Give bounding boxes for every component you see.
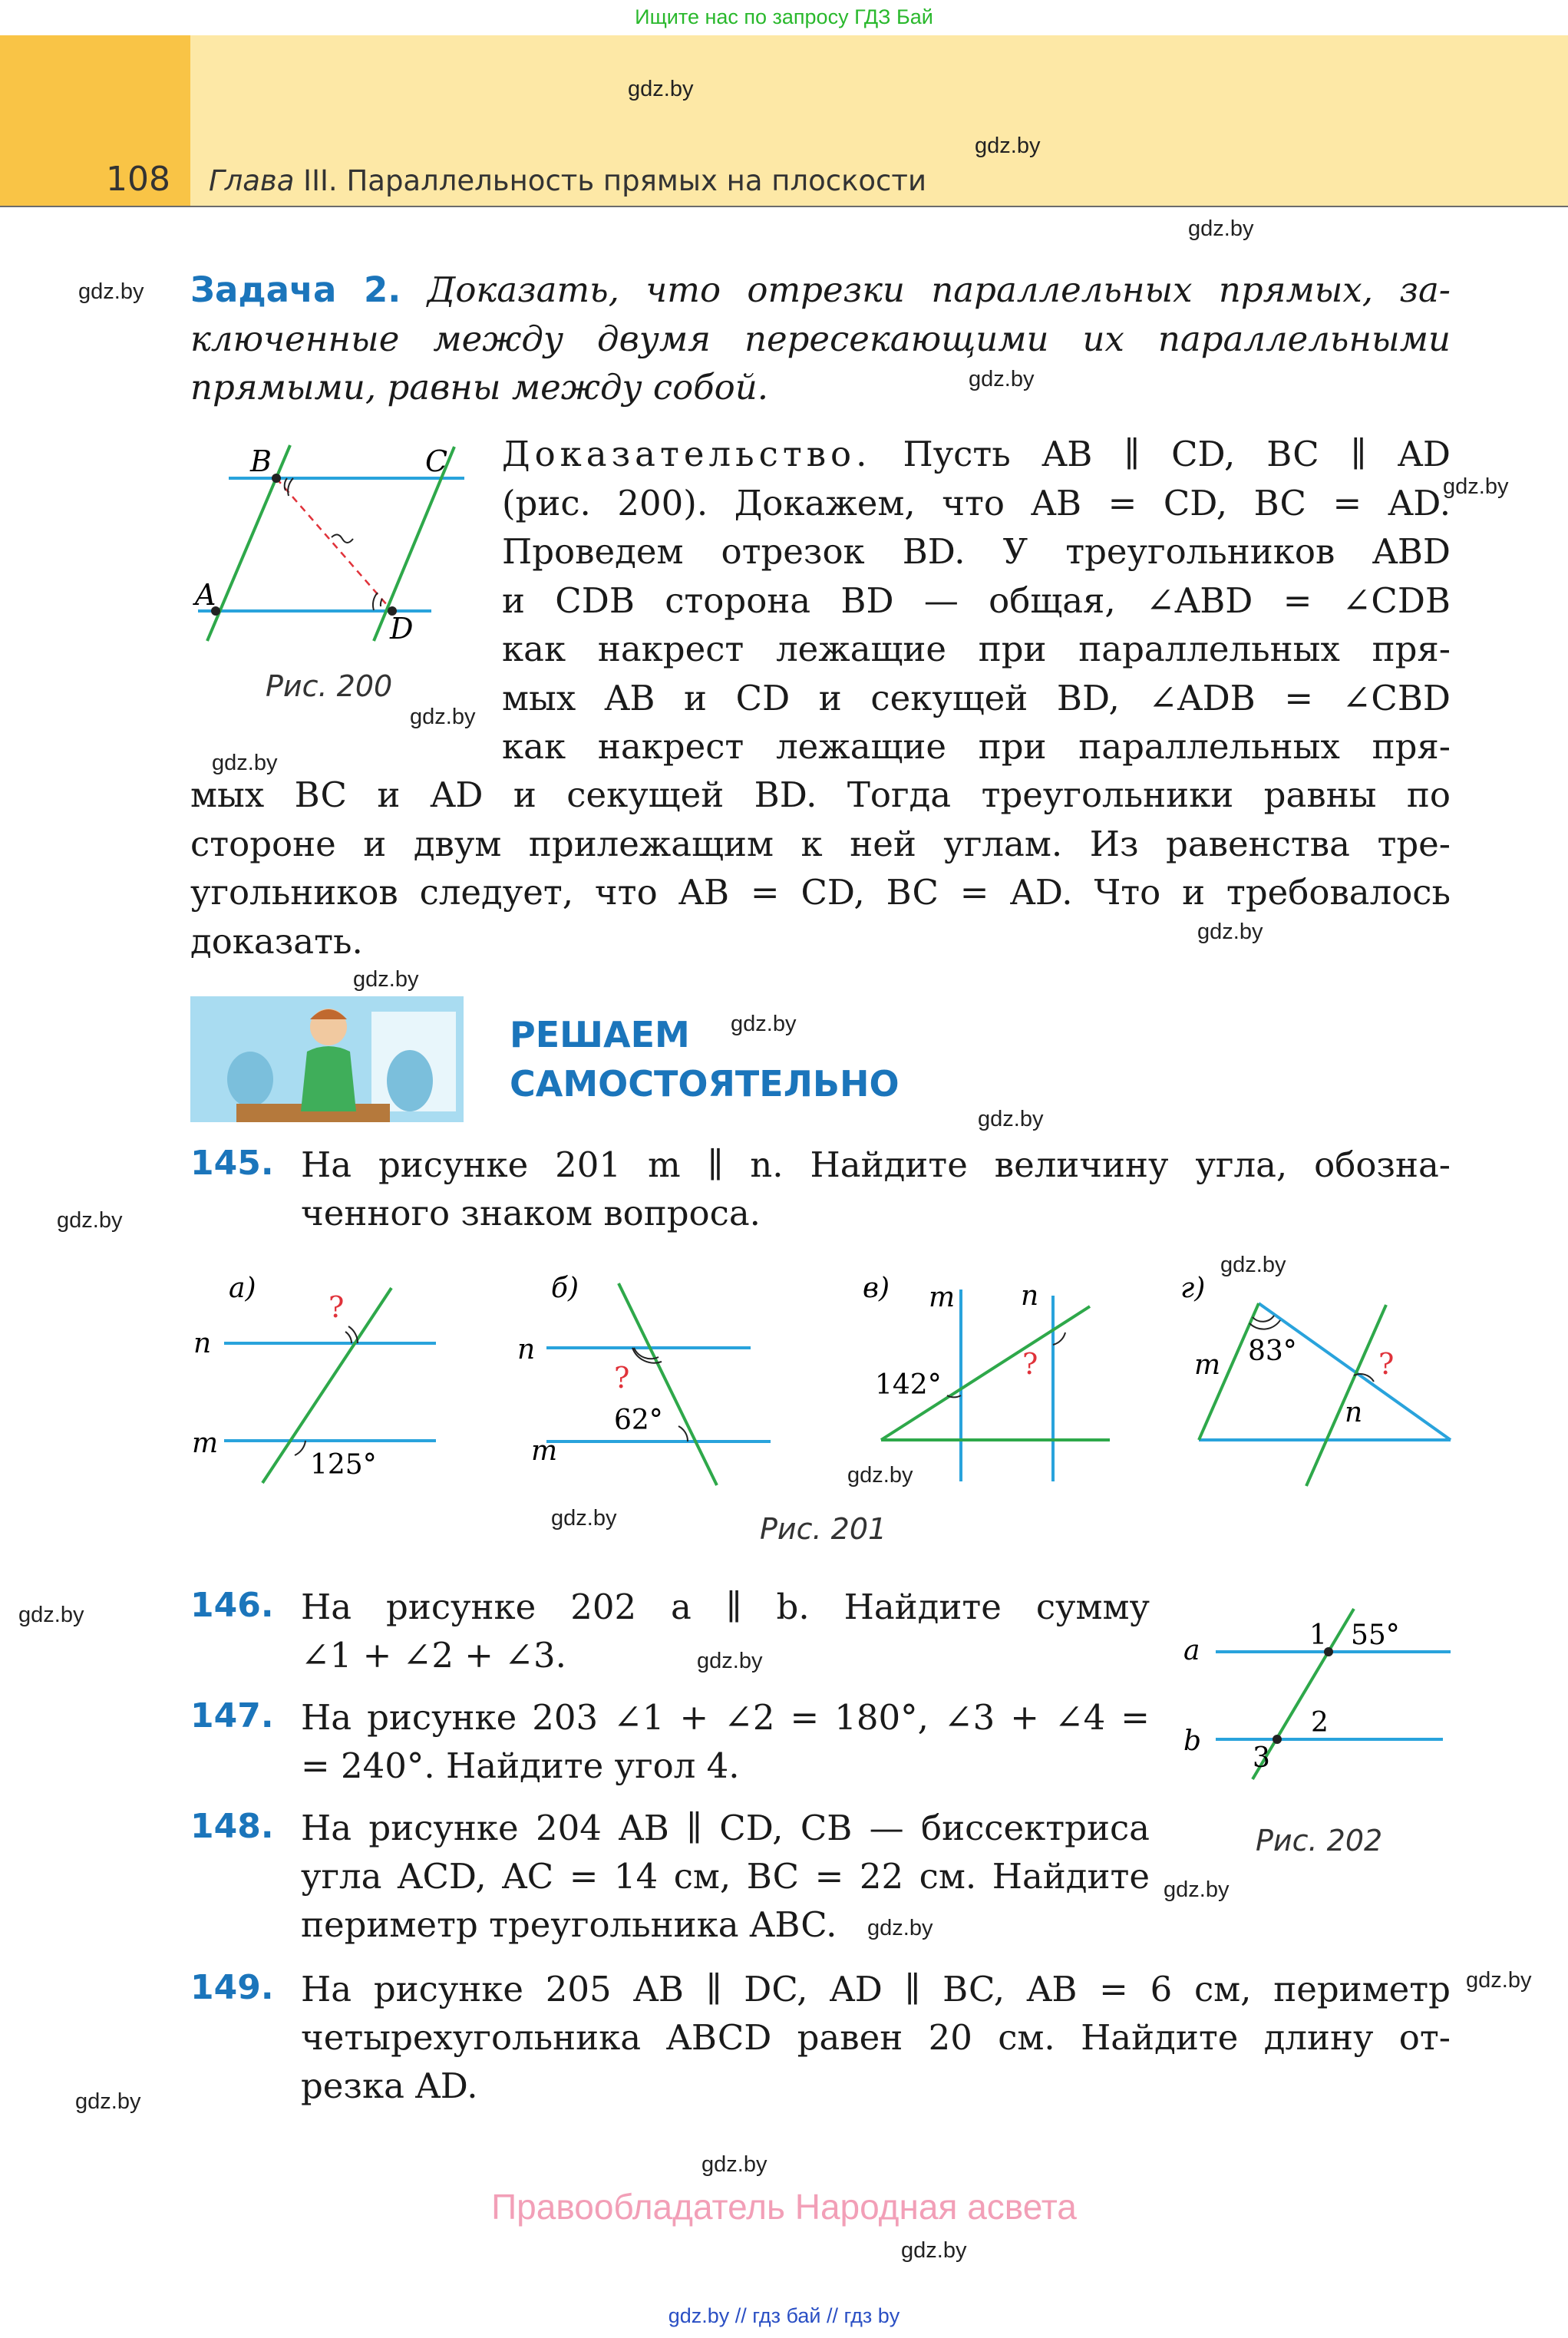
- section-title-line: РЕШАЕМ: [510, 1014, 690, 1055]
- chapter-title: [209, 164, 926, 197]
- watermark: gdz.by: [628, 77, 694, 101]
- proof-word: Доказательство.: [502, 434, 872, 474]
- watermark: gdz.by: [78, 279, 144, 304]
- fig202-angle: 55°: [1351, 1620, 1400, 1651]
- proof-line: Пусть AB ∥ CD, BC ∥ AD: [903, 434, 1451, 474]
- section-title: [510, 1010, 900, 1108]
- problem-line: На рисунке 201 m ∥ n. Найдите величину угла, обозна-: [301, 1144, 1451, 1185]
- fig201-v-angle: 142°: [875, 1369, 942, 1401]
- fig202-caption: Рис. 202: [1256, 1824, 1383, 1858]
- section-illustration: [190, 996, 464, 1122]
- fig201-g-n: n: [1345, 1397, 1363, 1428]
- fig201-a-arc: [295, 1441, 305, 1455]
- fig201-b-arc: [678, 1426, 688, 1441]
- illus-silhouette: [387, 1050, 433, 1111]
- fig201-v: [863, 1273, 1110, 1481]
- figure-200: [184, 430, 491, 660]
- fig201-a-angle: 125°: [310, 1449, 377, 1481]
- fig201-v-label: в): [863, 1273, 890, 1304]
- fig200-label-b: B: [250, 444, 272, 478]
- fig201-a: [192, 1273, 436, 1483]
- proof-text-top: [502, 430, 1451, 771]
- fig200-arc: [373, 593, 378, 610]
- fig201-b-secant: [619, 1283, 717, 1485]
- problem-148-text: [301, 1804, 1150, 1949]
- fig201-v-m: m: [929, 1282, 956, 1313]
- footer-links[interactable]: gdz.by // гдз бай // гдз by: [668, 2304, 900, 2327]
- proof-line: Проведем отрезок BD. У треугольников ABD: [502, 531, 1451, 572]
- watermark: gdz.by: [1443, 474, 1509, 499]
- page-number: 108: [106, 160, 170, 199]
- chapter-rest: III. Параллельность прямых на плоскости: [294, 164, 926, 197]
- fig201-a-arc: [345, 1332, 352, 1343]
- watermark: gdz.by: [551, 1506, 617, 1531]
- watermark: gdz.by: [975, 134, 1041, 158]
- fig201-a-question: ?: [328, 1290, 345, 1324]
- watermark: gdz.by: [901, 2238, 967, 2263]
- fig201-a-m: m: [192, 1428, 219, 1459]
- fig201-b-n: n: [517, 1334, 536, 1365]
- watermark: gdz.by: [1466, 1968, 1532, 1993]
- top-banner: Ищите нас по запросу ГДЗ Бай: [635, 5, 933, 28]
- fig201-b: [517, 1273, 771, 1485]
- fig200-label-a: A: [195, 578, 216, 612]
- watermark: gdz.by: [1197, 920, 1263, 944]
- fig200-arc: [381, 599, 382, 606]
- watermark: gdz.by: [18, 1603, 84, 1627]
- watermark: gdz.by: [969, 367, 1035, 391]
- problem-146-text: [301, 1583, 1150, 1679]
- fig201-b-question: ?: [614, 1361, 630, 1395]
- fig201-g-angle: 83°: [1248, 1336, 1297, 1367]
- problem-number: 148.: [190, 1807, 274, 1846]
- figure-202: [1174, 1597, 1466, 1796]
- watermark: gdz.by: [978, 1107, 1044, 1131]
- problem-line: периметр треугольника ABC.: [301, 1904, 837, 1945]
- watermark: gdz.by: [847, 1463, 913, 1488]
- problem-line: резка AD.: [301, 2066, 478, 2106]
- section-title-line: САМОСТОЯТЕЛЬНО: [510, 1063, 900, 1105]
- problem-line: = 240°. Найдите угол 4.: [301, 1745, 740, 1786]
- problem-number: 147.: [190, 1696, 274, 1735]
- fig200-label-d: D: [390, 612, 414, 646]
- proof-line: и CDB сторона BD — общая, ∠ABD = ∠CDB: [502, 580, 1451, 621]
- proof-line: доказать.: [190, 920, 363, 962]
- watermark: gdz.by: [701, 2152, 767, 2177]
- copyright-note: Правообладатель Народная асвета: [491, 2187, 1077, 2227]
- watermark: gdz.by: [1164, 1877, 1230, 1902]
- fig200-caption: Рис. 200: [266, 669, 393, 703]
- problem-line: На рисунке 204 AB ∥ CD, CB — биссектриса: [301, 1808, 1150, 1848]
- problem-line: ченного знаком вопроса.: [301, 1193, 761, 1233]
- problem-line: угла ACD, AC = 14 см, BC = 22 см. Найдите: [301, 1856, 1150, 1897]
- problem-line: ∠1 + ∠2 + ∠3.: [301, 1635, 566, 1676]
- fig200-label-c: C: [425, 444, 448, 478]
- problem-number: 146.: [190, 1586, 274, 1625]
- task2-statement: [190, 266, 1451, 412]
- watermark: gdz.by: [1220, 1253, 1286, 1277]
- illus-silhouette: [227, 1052, 273, 1107]
- fig201-g-arc: [1253, 1316, 1274, 1322]
- task2-line: Доказать, что отрезки параллельных прямых, за-: [427, 269, 1451, 310]
- problem-line: На рисунке 205 AB ∥ DC, AD ∥ BC, AB = 6 см, периметр: [301, 1969, 1451, 2009]
- fig201-a-label: а): [229, 1273, 256, 1304]
- proof-line: (рис. 200). Докажем, что AB = CD, BC = AD.: [502, 482, 1451, 523]
- fig201-b-label: б): [551, 1273, 579, 1304]
- fig201-b-m: m: [531, 1435, 558, 1467]
- fig200-arc: [288, 478, 293, 496]
- illus-boy-shirt: [301, 1046, 356, 1111]
- proof-line: стороне и двум прилежащим к ней углам. Из равенства тре-: [190, 823, 1451, 864]
- task2-line: прямыми, равны между собой.: [190, 367, 769, 408]
- watermark: gdz.by: [1188, 216, 1254, 241]
- watermark: gdz.by: [57, 1208, 123, 1233]
- watermark: gdz.by: [75, 2089, 141, 2114]
- watermark: gdz.by: [867, 1916, 933, 1940]
- fig201-v-n: n: [1021, 1280, 1039, 1312]
- fig201-v-arc: [947, 1395, 961, 1397]
- fig201-v-question: ?: [1022, 1347, 1038, 1381]
- fig201-g-question: ?: [1378, 1347, 1395, 1381]
- fig201-g-label: г): [1180, 1273, 1206, 1304]
- fig200-point-b: [272, 474, 281, 483]
- fig201-b-angle: 62°: [614, 1405, 663, 1436]
- task2-title: Задача 2.: [190, 269, 401, 310]
- problem-number: 149.: [190, 1968, 274, 2007]
- proof-line: мых AB и CD и секущей BD, ∠ADB = ∠CBD: [502, 677, 1451, 718]
- fig202-label-3: 3: [1253, 1742, 1270, 1774]
- task2-line: ключенные между двумя пересекающими их параллельными: [190, 318, 1451, 359]
- problem-line: четырехугольника ABCD равен 20 см. Найдите длину от-: [301, 2017, 1451, 2058]
- problem-line: На рисунке 203 ∠1 + ∠2 = 180°, ∠3 + ∠4 =: [301, 1697, 1150, 1738]
- chapter-word: Глава: [209, 164, 295, 197]
- fig201-g-line-n: [1306, 1305, 1386, 1486]
- fig201-caption: Рис. 201: [760, 1512, 887, 1546]
- problem-147-text: [301, 1693, 1150, 1790]
- watermark: gdz.by: [410, 705, 476, 729]
- watermark: gdz.by: [353, 967, 419, 992]
- fig201-a-n: n: [193, 1328, 212, 1359]
- watermark: gdz.by: [212, 751, 278, 775]
- figure-201: [184, 1259, 1474, 1520]
- fig201-g-m: m: [1194, 1349, 1221, 1381]
- watermark: gdz.by: [731, 1012, 797, 1036]
- fig201-g: [1180, 1273, 1451, 1486]
- fig202-label-a: a: [1183, 1635, 1200, 1666]
- problem-number: 145.: [190, 1144, 274, 1183]
- proof-line: угольников следует, что AB = CD, BC = AD. Что и требовалось: [190, 872, 1451, 913]
- fig200-segment-bd: [276, 478, 392, 611]
- proof-text-bottom: [190, 771, 1451, 966]
- proof-line: как накрест лежащие при параллельных пря-: [502, 629, 1451, 669]
- proof-line: мых BC и AD и секущей BD. Тогда треугольники равны по: [190, 774, 1451, 815]
- fig202-label-b: b: [1183, 1725, 1202, 1757]
- problem-145-text: [301, 1141, 1451, 1237]
- fig202-label-1: 1: [1309, 1620, 1327, 1651]
- fig202-point: [1273, 1735, 1282, 1744]
- fig201-v-arc: [1053, 1332, 1065, 1345]
- fig202-label-2: 2: [1311, 1707, 1329, 1739]
- problem-149-text: [301, 1965, 1451, 2110]
- fig200-tick: [332, 534, 353, 543]
- proof-line: как накрест лежащие при параллельных пря-: [502, 726, 1451, 767]
- watermark: gdz.by: [697, 1649, 763, 1673]
- header-rule: [0, 206, 1568, 207]
- problem-line: На рисунке 202 a ∥ b. Найдите сумму: [301, 1587, 1150, 1627]
